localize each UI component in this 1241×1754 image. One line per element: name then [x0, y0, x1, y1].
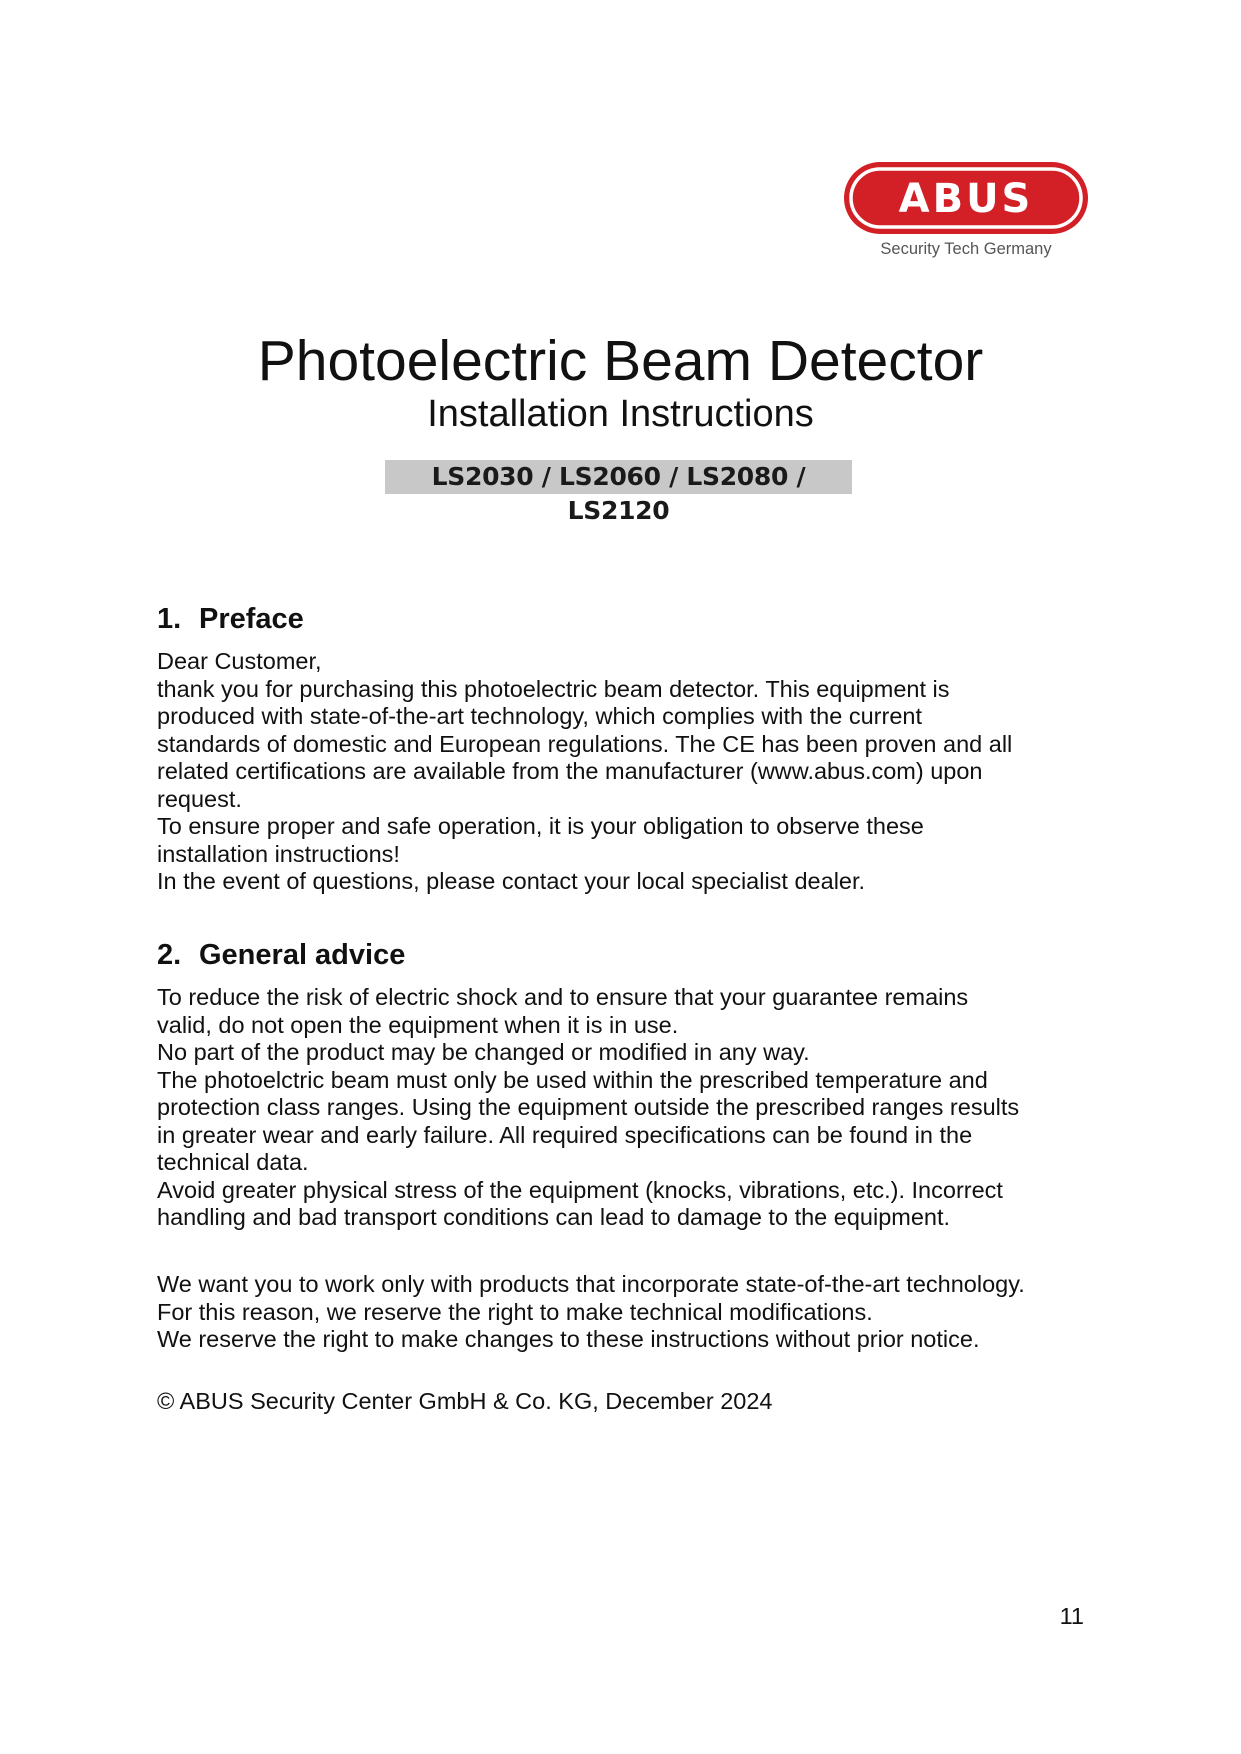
- text-line: valid, do not open the equipment when it is in use.: [157, 1011, 679, 1038]
- text-line: in greater wear and early failure. All required specifications can be found in the: [157, 1121, 973, 1148]
- text-line: related certifications are available from the manufacturer (www.abus.com) upon: [157, 758, 983, 784]
- logo-tagline: Security Tech Germany: [880, 240, 1052, 258]
- text-line: No part of the product may be changed or modified in any way.: [157, 1039, 810, 1065]
- text-line: thank you for purchasing this photoelectric beam detector. This equipment is: [157, 675, 950, 702]
- preface-text: [157, 648, 1097, 896]
- copyright-notice: [157, 1388, 1097, 1416]
- section-title: General advice: [199, 939, 406, 971]
- section-title: Preface: [199, 603, 304, 635]
- section-heading-general-advice: [157, 937, 405, 973]
- svg-text:ABUS: ABUS: [898, 176, 1034, 222]
- text-line: Avoid greater physical stress of the equipment (knocks, vibrations, etc.). Incorrect: [157, 1176, 1003, 1203]
- text-line: protection class ranges. Using the equipment outside the prescribed ranges results: [157, 1094, 1020, 1120]
- text-line: The photoelctric beam must only be used within the prescribed temperature and: [157, 1066, 988, 1093]
- text-line: We reserve the right to make changes to these instructions without prior notice.: [157, 1326, 980, 1352]
- section-number: 2.: [157, 939, 182, 971]
- closing-text: [157, 1271, 1097, 1354]
- copyright-line: © ABUS Security Center GmbH & Co. KG, December 2024: [157, 1388, 773, 1414]
- text-line: technical data.: [157, 1149, 309, 1175]
- text-line: To ensure proper and safe operation, it is your obligation to observe these: [157, 813, 924, 839]
- text-line: To reduce the risk of electric shock and to ensure that your guarantee remains: [157, 984, 969, 1010]
- page-number: 11: [1059, 1603, 1084, 1629]
- section-number: 1.: [157, 603, 182, 635]
- text-line: Dear Customer,: [157, 648, 322, 674]
- document-title: Photoelectric Beam Detector: [257, 329, 984, 393]
- model-numbers-banner: LS2030 / LS2060 / LS2080 / LS2120: [385, 460, 852, 494]
- text-line: standards of domestic and European regulations. The CE has been proven and all: [157, 730, 1013, 757]
- text-line: In the event of questions, please contact your local specialist dealer.: [157, 868, 866, 894]
- general-advice-text: [157, 984, 1097, 1232]
- text-line: handling and bad transport conditions can lead to damage to the equipment.: [157, 1204, 951, 1230]
- text-line: request.: [157, 785, 242, 812]
- abus-logo: [842, 160, 1090, 270]
- text-line: For this reason, we reserve the right to make technical modifications.: [157, 1298, 873, 1325]
- text-line: We want you to work only with products that incorporate state-of-the-art technology.: [157, 1271, 1025, 1297]
- abus-logo-badge: [842, 160, 1090, 236]
- document-subtitle: Installation Instructions: [427, 393, 814, 435]
- section-heading-preface: [157, 601, 304, 637]
- text-line: installation instructions!: [157, 840, 400, 867]
- text-line: produced with state-of-the-art technology, which complies with the current: [157, 703, 922, 729]
